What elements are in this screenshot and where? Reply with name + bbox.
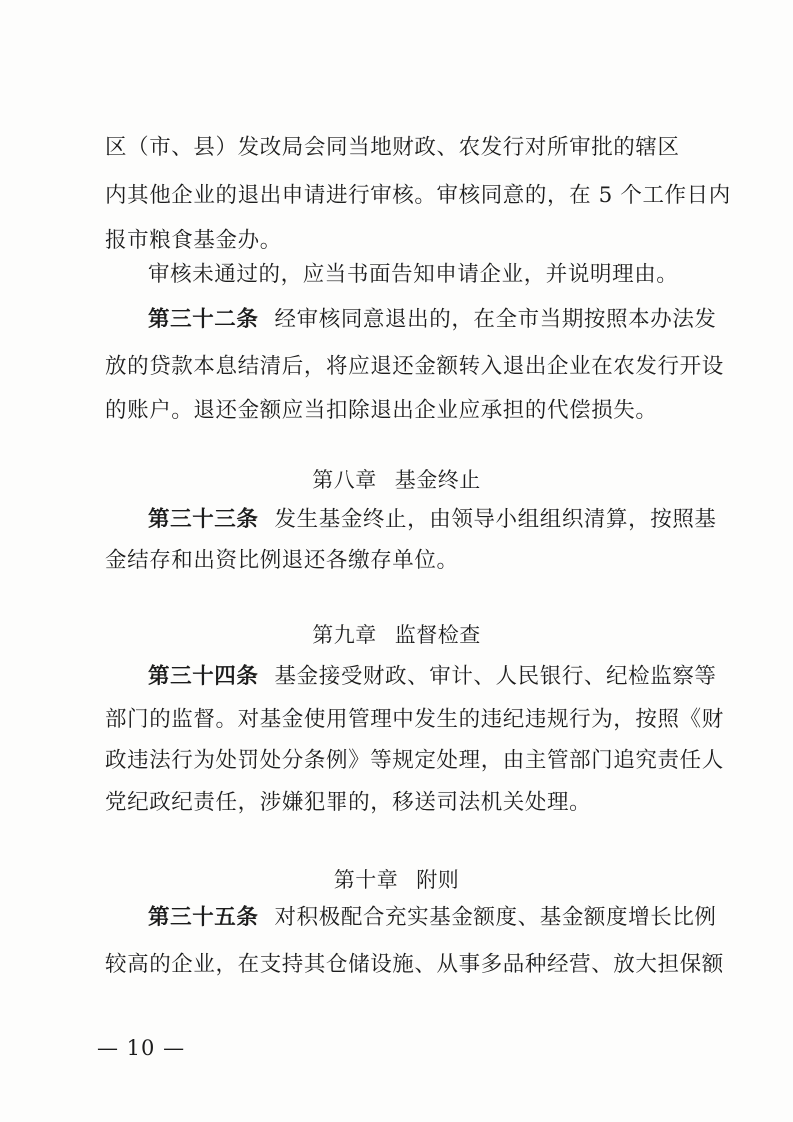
article-label: 第三十三条	[148, 507, 259, 532]
chapter-9-heading	[0, 620, 793, 650]
text-line: 审核未通过的，应当书面告知申请企业，并说明理由。	[148, 262, 679, 287]
article-32-first-line	[148, 305, 717, 335]
article-text: 基金接受财政、审计、人民银行、纪检监察等	[274, 664, 717, 689]
chapter-title: 监督检查	[394, 623, 481, 647]
text-line: 内其他企业的退出申请进行审核。审核同意的，在 5 个工作日内	[105, 183, 731, 208]
article-label: 第三十五条	[148, 905, 259, 930]
article-label: 第三十四条	[148, 664, 259, 689]
chapter-number: 第九章	[312, 623, 377, 647]
chapter-10-heading	[0, 865, 793, 895]
text-line: 党纪政纪责任，涉嫌犯罪的，移送司法机关处理。	[105, 790, 592, 815]
chapter-title: 附则	[416, 868, 460, 892]
text-line: 部门的监督。对基金使用管理中发生的违纪违规行为，按照《财	[105, 707, 724, 732]
page-number: — 10 —	[97, 1036, 186, 1060]
text-line: 放的贷款本息结清后，将应退还金额转入退出企业在农发行开设	[105, 354, 724, 379]
chapter-title: 基金终止	[394, 468, 481, 492]
article-33-first-line	[148, 505, 717, 535]
article-text: 发生基金终止，由领导小组组织清算，按照基	[274, 507, 717, 532]
chapter-number: 第十章	[333, 868, 399, 892]
article-text: 对积极配合充实基金额度、基金额度增长比例	[274, 905, 717, 930]
chapter-number: 第八章	[312, 468, 377, 492]
article-35-first-line	[148, 903, 717, 933]
text-line: 的账户。退还金额应当扣除退出企业应承担的代偿损失。	[105, 398, 658, 423]
text-line: 较高的企业，在支持其仓储设施、从事多品种经营、放大担保额	[105, 952, 724, 977]
chapter-8-heading	[0, 465, 793, 495]
text-line: 政违法行为处罚处分条例》等规定处理，由主管部门追究责任人	[105, 748, 724, 773]
text-line: 报市粮食基金办。	[105, 228, 282, 253]
text-line: 金结存和出资比例退还各缴存单位。	[105, 548, 459, 573]
article-34-first-line	[148, 662, 717, 692]
article-text: 经审核同意退出的，在全市当期按照本办法发	[274, 307, 717, 332]
article-label: 第三十二条	[148, 307, 259, 332]
text-line: 区（市、县）发改局会同当地财政、农发行对所审批的辖区	[105, 135, 680, 160]
